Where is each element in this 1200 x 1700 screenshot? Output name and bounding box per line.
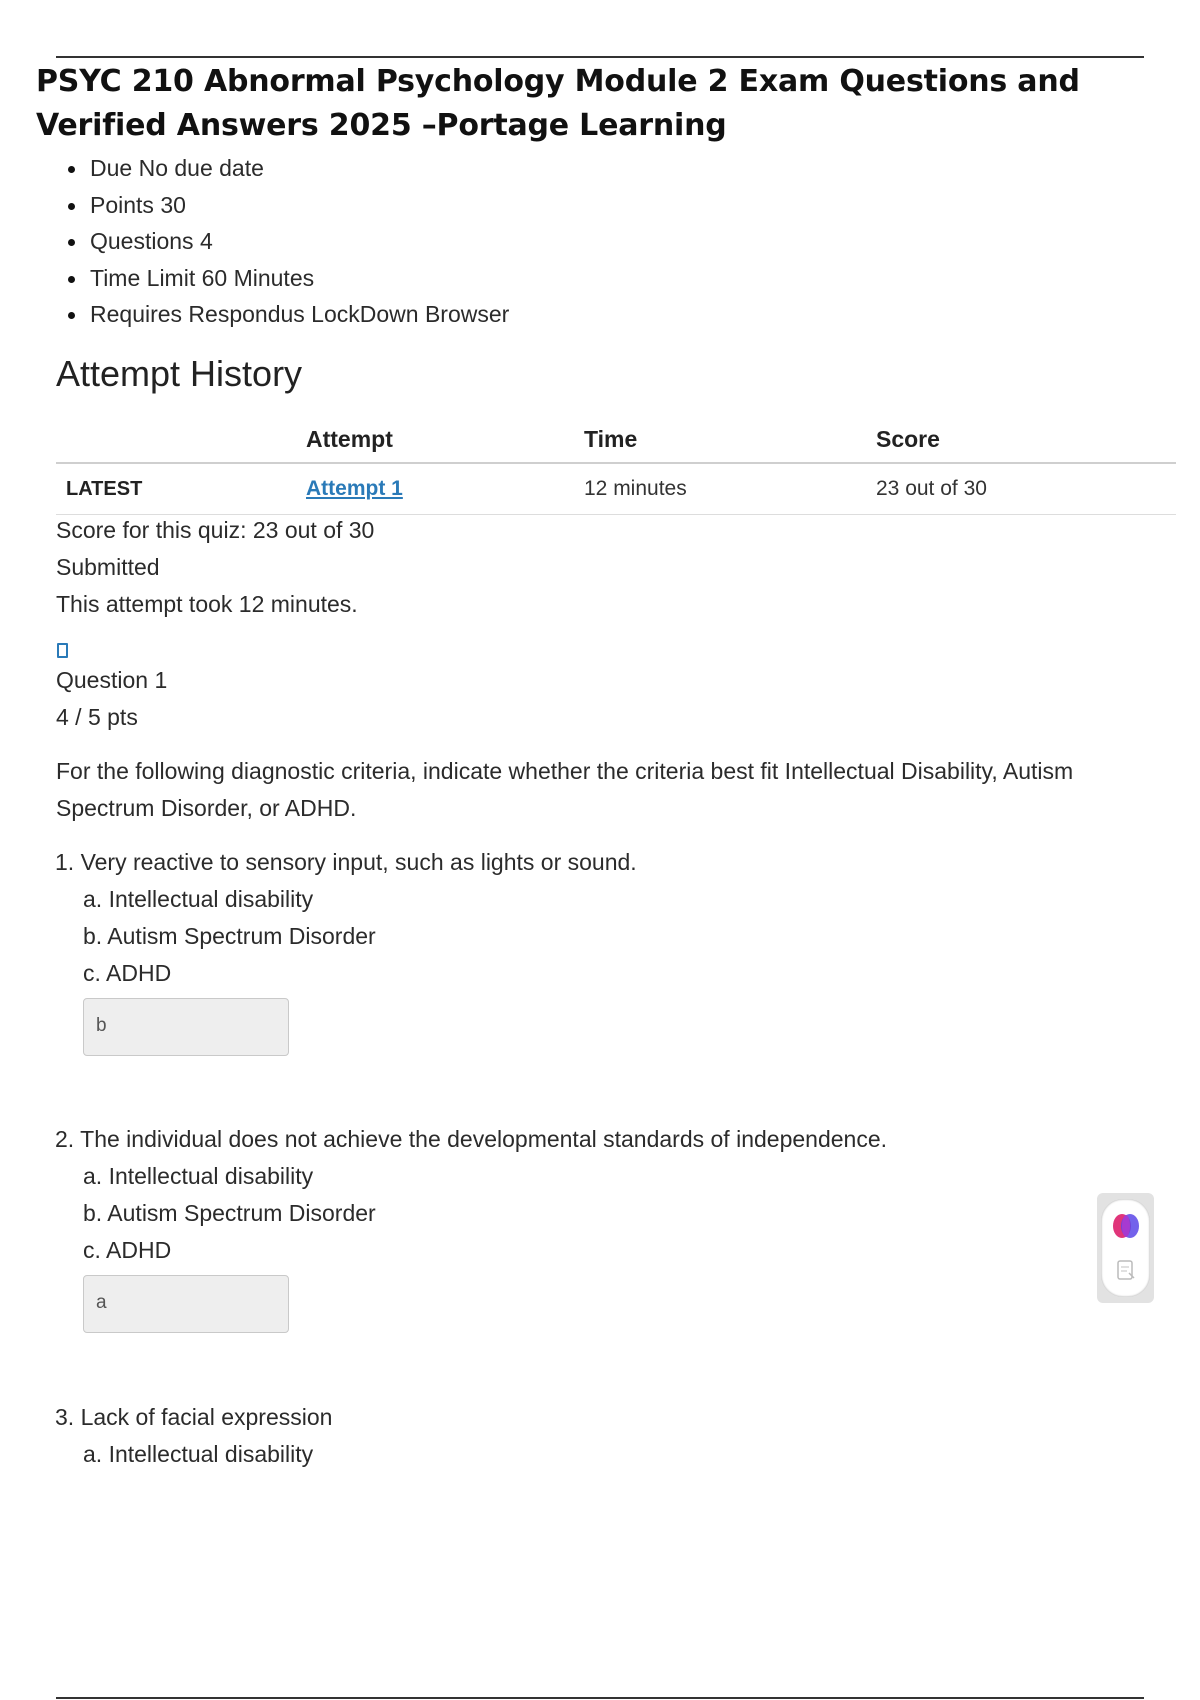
bookmark-icon[interactable] — [57, 643, 68, 658]
option-b: b. Autism Spectrum Disorder — [83, 923, 376, 949]
meta-lockdown: Requires Respondus LockDown Browser — [68, 296, 509, 333]
table-header-row — [56, 416, 1176, 463]
score-cell: 23 out of 30 — [876, 463, 1176, 515]
meta-time-limit: Time Limit 60 Minutes — [68, 260, 509, 297]
quiz-details-list — [68, 150, 509, 333]
question-prompt: For the following diagnostic criteria, indicate whether the criteria best fit Intellectual Disability, Autism Spectrum Disorder, or ADHD. — [56, 758, 1074, 821]
question-item — [55, 1121, 887, 1333]
option-a: a. Intellectual disability — [83, 886, 314, 912]
document-icon[interactable] — [1115, 1259, 1137, 1281]
time-cell: 12 minutes — [584, 463, 876, 515]
option-a: a. Intellectual disability — [83, 1163, 314, 1189]
item-stem: 1. Very reactive to sensory input, such as lights or sound. — [55, 849, 637, 875]
header-score: Score — [876, 416, 1176, 463]
attempt-cell — [306, 463, 584, 515]
submission-status: Submitted — [56, 554, 160, 580]
answer-field[interactable]: a — [83, 1275, 289, 1333]
question-header — [56, 662, 167, 736]
option-c: c. ADHD — [83, 960, 172, 986]
meta-due: Due No due date — [68, 150, 509, 187]
attempt-history-table — [56, 416, 1176, 515]
option-c: c. ADHD — [83, 1237, 172, 1263]
answer-field[interactable]: b — [83, 998, 289, 1056]
question-item — [55, 844, 637, 1056]
score-line: Score for this quiz: 23 out of 30 — [56, 517, 375, 543]
document-title: PSYC 210 Abnormal Psychology Module 2 Exam Questions and Verified Answers 2025 –Portage Learning — [36, 64, 1080, 143]
attempt-duration: This attempt took 12 minutes. — [56, 591, 358, 617]
meta-questions: Questions 4 — [68, 223, 509, 260]
question-item — [55, 1399, 332, 1473]
meta-points: Points 30 — [68, 187, 509, 224]
item-stem: 2. The individual does not achieve the developmental standards of independence. — [55, 1126, 887, 1152]
option-a: a. Intellectual disability — [83, 1441, 314, 1467]
question-points: 4 / 5 pts — [56, 704, 138, 730]
option-b: b. Autism Spectrum Disorder — [83, 1200, 376, 1226]
attempt-history-heading: Attempt History — [56, 353, 303, 394]
header-time: Time — [584, 416, 876, 463]
top-rule — [56, 56, 1144, 58]
header-blank — [56, 416, 306, 463]
attempt-summary — [56, 512, 374, 623]
attempt-link[interactable]: Attempt 1 — [306, 477, 403, 500]
assistant-logo-icon[interactable] — [1112, 1213, 1140, 1239]
item-stem: 3. Lack of facial expression — [55, 1404, 333, 1430]
table-row — [56, 463, 1176, 515]
bottom-rule — [56, 1697, 1144, 1699]
assistant-widget-panel — [1101, 1199, 1150, 1297]
question-label: Question 1 — [56, 667, 168, 693]
assistant-widget[interactable] — [1097, 1193, 1154, 1303]
header-attempt: Attempt — [306, 416, 584, 463]
latest-label: LATEST — [56, 463, 306, 515]
